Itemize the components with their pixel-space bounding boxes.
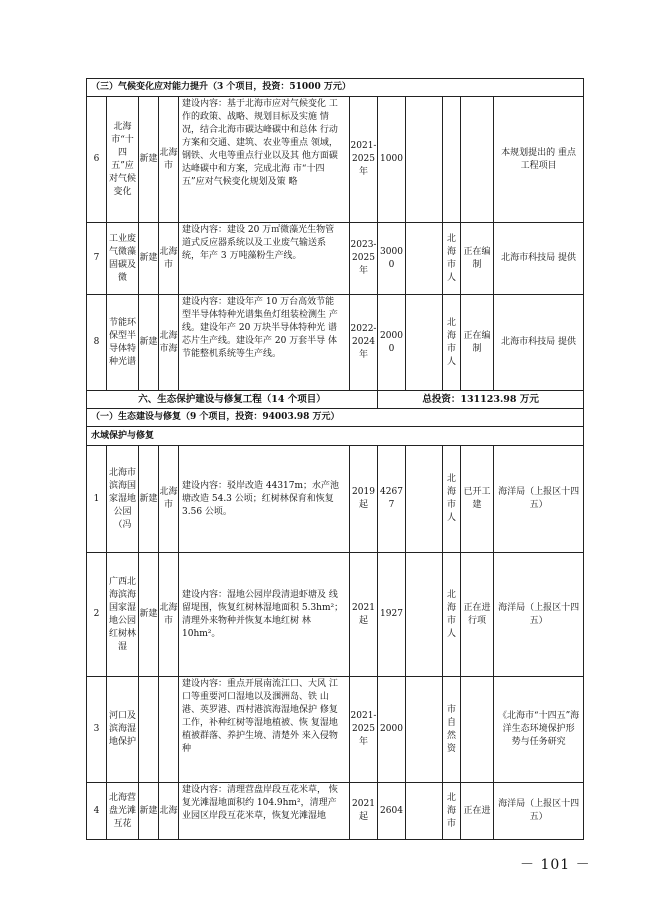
subcategory-row xyxy=(87,427,584,446)
project-investment: 1000 xyxy=(378,97,406,223)
subcategory-title: 水域保护与修复 xyxy=(87,427,584,446)
project-content: 建设内容：建设 20 万㎡微藻光生物管 道式反应器系统以及工业废气输送系 统，年产 3 万吨藻粉生产线。 xyxy=(179,223,350,295)
project-location: 北海市 xyxy=(159,553,179,677)
responsible-unit: 北海市 xyxy=(443,783,461,840)
project-period: 2021-2025年 xyxy=(350,97,378,223)
section-title: （三）气候变化应对能力提升（3 个项目，投资：51000 万元） xyxy=(87,79,584,97)
project-location: 北海市海 xyxy=(159,295,179,391)
table-row xyxy=(87,223,584,295)
project-period: 2021起 xyxy=(350,553,378,677)
project-location: 北海市 xyxy=(159,446,179,553)
table-row xyxy=(87,783,584,840)
subsection-title: （一）生态建设与修复（9 个项目，投资：94003.98 万元） xyxy=(87,409,584,427)
project-type: 新建 xyxy=(139,97,159,223)
row-number: 4 xyxy=(87,783,107,840)
project-remark: 北海市科技局 提供 xyxy=(494,223,584,295)
project-remark: 本规划提出的 重点工程项目 xyxy=(494,97,584,223)
project-period: 2023-2025年 xyxy=(350,223,378,295)
project-type: 新建 xyxy=(139,446,159,553)
section-header-row xyxy=(87,79,584,97)
project-name: 北海市“十四五”应对气候变化 xyxy=(107,97,139,223)
project-investment: 2604 xyxy=(378,783,406,840)
row-number: 6 xyxy=(87,97,107,223)
row-number: 2 xyxy=(87,553,107,677)
table-row xyxy=(87,295,584,391)
project-investment: 20000 xyxy=(378,295,406,391)
project-content: 建设内容：湿地公园岸段清退虾塘及 线留堤围，恢复红树林湿地面积 5.3hm²；清理外来物种并恢复本地红树 林 10hm²。 xyxy=(179,553,350,677)
project-type: 新建 xyxy=(139,783,159,840)
project-location: 北海 xyxy=(159,783,179,840)
project-location: 北海市 xyxy=(159,223,179,295)
project-period: 2022-2024年 xyxy=(350,295,378,391)
row-number: 8 xyxy=(87,295,107,391)
project-status: 正在编制 xyxy=(461,295,494,391)
table-row xyxy=(87,446,584,553)
project-remark: 《北海市“十四五”海洋生态环境保护形 势与任务研究 xyxy=(494,677,584,783)
project-type: 新建 xyxy=(139,223,159,295)
project-period: 2021起 xyxy=(350,783,378,840)
project-remark: 北海市科技局 提供 xyxy=(494,295,584,391)
project-status: 已开工建 xyxy=(461,446,494,553)
project-name: 河口及滨海湿地保护 xyxy=(107,677,139,783)
project-status: 正在进行项 xyxy=(461,553,494,677)
project-content: 建设内容：重点开展南流江口、大风 江口等重要河口湿地以及涠洲岛、铁 山港、英罗港、西村港滨海湿地保护 修复工作，补种红树等湿地植被、恢 复湿地植被群落、养护生境、清楚外 来入侵物种 xyxy=(179,677,350,783)
project-type xyxy=(139,677,159,783)
responsible-unit: 市自然资 xyxy=(443,677,461,783)
project-location xyxy=(159,677,179,783)
project-content: 建设内容：基于北海市应对气候变化 工作的政策、战略、规划目标及实施 情况，结合北海市碳达峰碳中和总体 行动方案和交通、建筑、农业等重点 领域，钢铁、火电等重点行业以及其 他方面碳达峰碳中和方案，完成北海 市“十四五”应对气候变化规划及策 略 xyxy=(179,97,350,223)
project-remark: 海洋局（上报区十四 五） xyxy=(494,783,584,840)
subsection-header-row xyxy=(87,409,584,427)
category-header-row xyxy=(87,391,584,409)
responsible-unit: 北海市人 xyxy=(443,295,461,391)
row-number: 7 xyxy=(87,223,107,295)
page-number: － 101 － xyxy=(520,857,591,873)
responsible-unit: 北海市人 xyxy=(443,446,461,553)
table-row xyxy=(87,677,584,783)
project-content: 建设内容：清理营盘岸段互花米草， 恢复光滩湿地面积约 104.9hm²，清理产 业园区岸段互花米草，恢复光滩湿地 xyxy=(179,783,350,840)
row-number: 3 xyxy=(87,677,107,783)
project-content: 建设内容：建设年产 10 万台高效节能 型半导体特种光谱集鱼灯组装检测生 产线。建设年产 20 万块半导体特种光 谱芯片生产线。建设年产 20 万套半导 体节能整机系统等生产线。 xyxy=(179,295,350,391)
row-number: 1 xyxy=(87,446,107,553)
project-type: 新建 xyxy=(139,553,159,677)
project-investment: 1927 xyxy=(378,553,406,677)
project-name: 节能环保型半导体特种光谱 xyxy=(107,295,139,391)
table-row xyxy=(87,97,584,223)
project-period: 2019起 xyxy=(350,446,378,553)
project-investment: 30000 xyxy=(378,223,406,295)
project-table xyxy=(86,78,584,840)
project-period: 2021-2025年 xyxy=(350,677,378,783)
project-name: 北海市滨海国家湿地公园（冯 xyxy=(107,446,139,553)
project-type: 新建 xyxy=(139,295,159,391)
project-status: 正在进 xyxy=(461,783,494,840)
responsible-unit: 北海市人 xyxy=(443,553,461,677)
table-row xyxy=(87,553,584,677)
project-status: 正在编制 xyxy=(461,223,494,295)
project-name: 北海营盘光滩互花 xyxy=(107,783,139,840)
project-location: 北海市 xyxy=(159,97,179,223)
category-title: 六、生态保护建设与修复工程（14 个项目） xyxy=(87,391,378,409)
category-total: 总投资：131123.98 万元 xyxy=(378,391,584,409)
project-content: 建设内容：驳岸改造 44317m；水产池 塘改造 54.3 公顷；红树林保育和恢复 3.56 公顷。 xyxy=(179,446,350,553)
project-investment: 2000 xyxy=(378,677,406,783)
project-name: 工业废气微藻固碳及微 xyxy=(107,223,139,295)
project-investment: 42677 xyxy=(378,446,406,553)
responsible-unit: 北海市人 xyxy=(443,223,461,295)
project-remark: 海洋局（上报区十四 五） xyxy=(494,446,584,553)
project-name: 广西北海滨海国家湿地公园红树林湿 xyxy=(107,553,139,677)
project-remark: 海洋局（上报区十四 五） xyxy=(494,553,584,677)
